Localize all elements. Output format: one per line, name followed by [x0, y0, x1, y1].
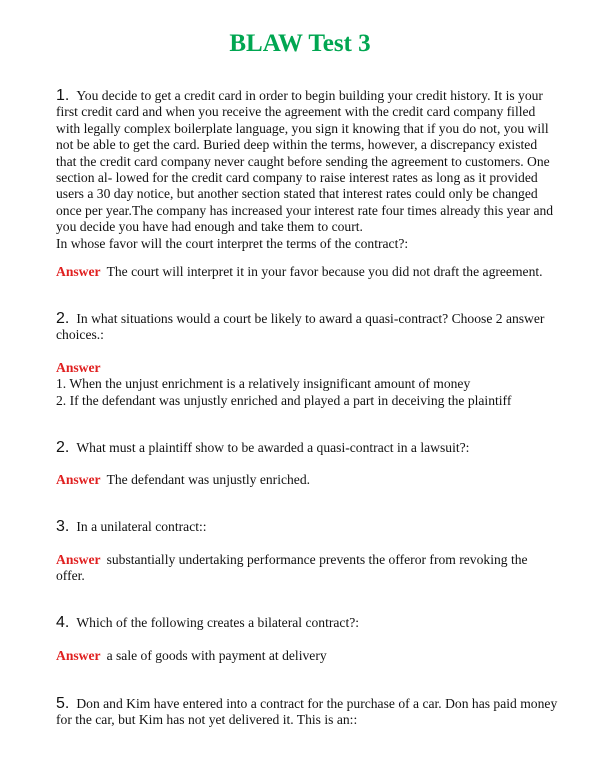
answer-text: The court will interpret it in your favor because you did not draft the agreement.: [106, 264, 543, 279]
question-text-line: first credit card and when you receive the agreement with the credit card company filled: [56, 104, 536, 120]
answer-text: substantially undertaking performance prevents the offeror from revoking the: [106, 552, 528, 567]
question-text-line: users a 30 day notice, but another section stated that interest rates could only be changed: [56, 186, 538, 202]
answer-3: [56, 552, 556, 585]
question-text-line: You decide to get a credit card in order to begin building your credit history. It is your: [76, 88, 543, 103]
question-text-line: section al- lowed for the credit card company to raise interest rates as long as it provided: [56, 170, 538, 186]
question-text-line: once per year.The company has increased your interest rate four times already this year and: [56, 202, 554, 218]
question-text-line: that the credit card company never caught before sending the agreement to customers. One: [56, 153, 550, 169]
question-4: [56, 615, 556, 631]
answer-text: 1. When the unjust enrichment is a relatively insignificant amount of money: [56, 376, 471, 392]
answer-text: The defendant was unjustly enriched.: [106, 472, 311, 487]
question-number: 5.: [56, 695, 70, 712]
question-text-line: Don and Kim have entered into a contract for the purchase of a car. Don has paid money: [76, 696, 558, 711]
answer-label: Answer: [56, 552, 101, 567]
question-2: [56, 311, 556, 344]
question-number: 2.: [56, 439, 70, 456]
question-text-line: not be able to get the card. Buried deep within the terms, however, a discrepancy existed: [56, 137, 538, 153]
question-3: [56, 519, 556, 535]
answer-label: Answer: [56, 648, 101, 663]
answer-1: [56, 264, 556, 280]
answer-4: [56, 648, 556, 664]
answer-label: Answer: [56, 264, 101, 279]
question-number: 4.: [56, 614, 70, 631]
question-text-line: choices.:: [56, 327, 104, 343]
answer-text: a sale of goods with payment at delivery: [106, 648, 327, 663]
question-text-line: In a unilateral contract::: [76, 519, 207, 534]
answer-2: [56, 360, 556, 409]
question-5: [56, 696, 556, 729]
answer-label: Answer: [56, 472, 101, 487]
question-number: 2.: [56, 310, 70, 327]
question-number: 3.: [56, 518, 70, 535]
answer-2b: [56, 472, 556, 488]
question-number: 1.: [56, 87, 70, 104]
answer-label: Answer: [56, 360, 101, 375]
question-text-line: for the car, but Kim has not yet delivered it. This is an::: [56, 712, 358, 728]
question-2b: [56, 440, 556, 456]
question-1: [56, 88, 556, 252]
answer-text: offer.: [56, 568, 85, 584]
question-text-line: In what situations would a court be likely to award a quasi-contract? Choose 2 answer: [76, 311, 545, 326]
question-text-line: In whose favor will the court interpret the terms of the contract?:: [56, 235, 409, 251]
question-text-line: Which of the following creates a bilateral contract?:: [76, 615, 360, 630]
answer-text: 2. If the defendant was unjustly enriched and played a part in deceiving the plaintiff: [56, 392, 512, 408]
question-text-line: you decide you have had enough and take them to court.: [56, 219, 363, 235]
question-text-line: What must a plaintiff show to be awarded a quasi-contract in a lawsuit?:: [76, 440, 470, 455]
question-text-line: with legally complex boilerplate language, you sign it knowing that if you do not, you will: [56, 120, 549, 136]
page-title: BLAW Test 3: [229, 30, 371, 57]
